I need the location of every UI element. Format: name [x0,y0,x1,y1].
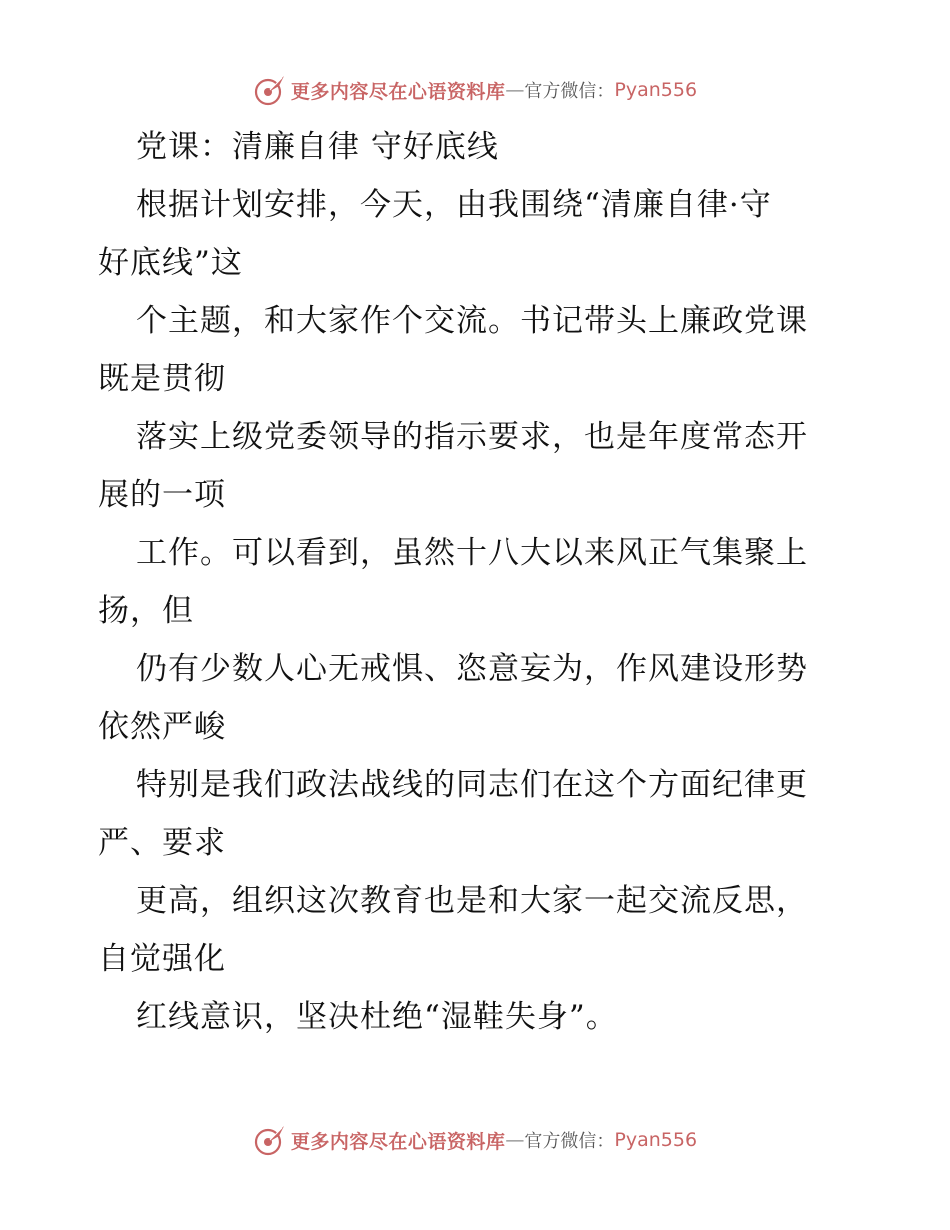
document-body [98,118,858,1046]
paragraph-line: 更高，组织这次教育也是和大家一起交流反思， [136,883,808,919]
watermark-label: 官方微信： [524,1131,615,1152]
watermark-label: 官方微信： [524,81,615,102]
watermark-separator: — [505,79,525,101]
document-title: 党课：清廉自律 守好底线 [136,129,499,165]
watermark-wechat-id: Pyan556 [614,1129,698,1151]
paragraph-line: 落实上级党委领导的指示要求，也是年度常态开 [136,419,808,455]
watermark-separator: — [505,1129,525,1151]
quill-pen-logo-icon [253,73,287,107]
paragraph-line: 根据计划安排，今天，由我围绕“清廉自律·守 [136,187,772,223]
paragraph-line: 工作。可以看到，虽然十八大以来风正气集聚上 [136,535,808,571]
paragraph-line: 好底线”这 [98,245,243,281]
paragraph-line: 展的一项 [98,477,226,513]
watermark-wechat-id: Pyan556 [614,79,698,101]
paragraph-line: 仍有少数人心无戒惧、恣意妄为，作风建设形势 [136,651,808,687]
quill-pen-logo-icon [253,1123,287,1157]
watermark-main-text: 更多内容尽在心语资料库 [290,1130,506,1153]
watermark-main-text: 更多内容尽在心语资料库 [290,80,506,103]
paragraph-line: 特别是我们政法战线的同志们在这个方面纪律更 [136,767,808,803]
paragraph-line: 严、要求 [98,825,226,861]
paragraph-line: 既是贯彻 [98,361,226,397]
paragraph-line: 扬，但 [98,593,194,629]
paragraph-line: 个主题，和大家作个交流。书记带头上廉政党课 [136,303,808,339]
paragraph-line: 红线意识，坚决杜绝“湿鞋失身”。 [136,999,618,1035]
footer-watermark [0,1120,950,1160]
header-watermark [0,70,950,110]
paragraph-line: 依然严峻 [98,709,226,745]
paragraph-line: 自觉强化 [98,941,226,977]
